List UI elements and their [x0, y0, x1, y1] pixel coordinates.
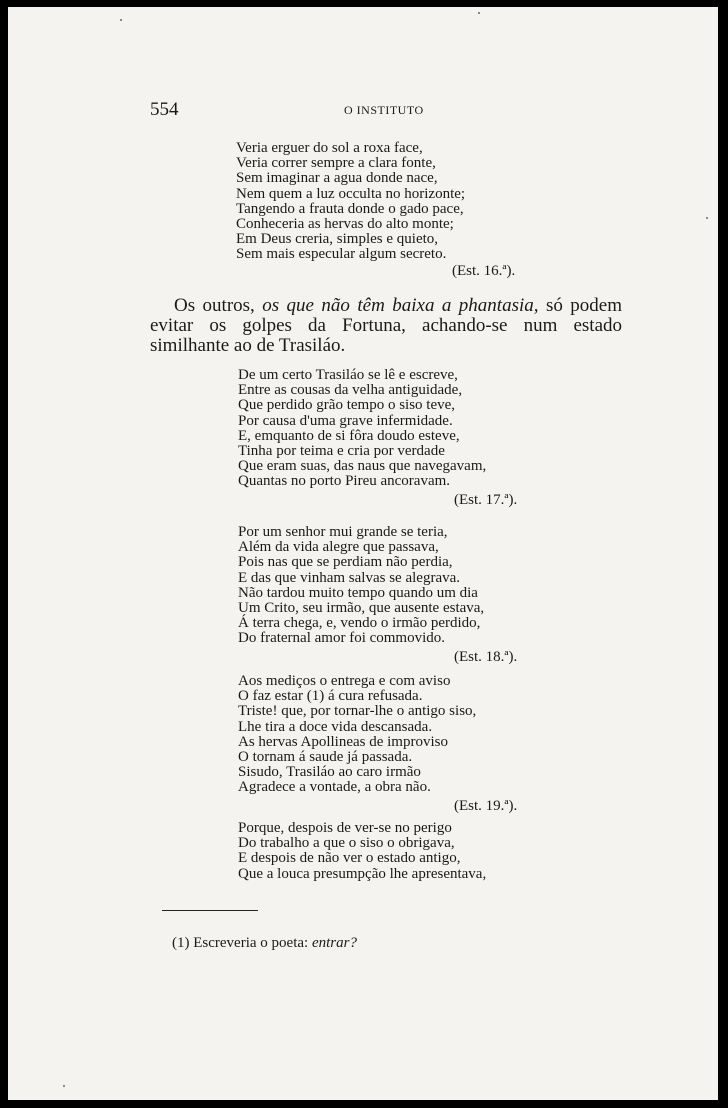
paper-speck — [478, 12, 480, 14]
prose-text-before: Os outros, — [174, 295, 263, 316]
stanza-reference: (Est. 17.ª). — [454, 491, 518, 508]
verse-line: E, emquanto de si fôra doudo esteve, — [238, 427, 460, 444]
stanza-reference: (Est. 19.ª). — [454, 797, 518, 814]
verse-line: E das que vinham salvas se alegrava. — [238, 569, 461, 586]
verse-line: Do fraternal amor foi commovido. — [238, 630, 446, 647]
verse-line: Conheceria as hervas do alto monte; — [236, 216, 454, 233]
verse-line: Tangendo a frauta donde o gado pace, — [236, 200, 464, 217]
verse-line: Por causa d'uma grave infermidade. — [238, 412, 453, 429]
footnote-marker: (1) — [172, 935, 190, 951]
verse-line: Entre as cousas da velha antiguidade, — [238, 382, 463, 399]
verse-line: O tornam á saude já passada. — [238, 749, 413, 766]
page-number: 554 — [150, 99, 179, 120]
verse-line: Veria erguer do sol a roxa face, — [236, 140, 423, 156]
verse-line: Lhe tira a doce vida descansada. — [238, 718, 433, 735]
verse-line: Sem mais especular algum secreto. — [236, 246, 447, 263]
prose-paragraph — [150, 296, 622, 356]
verse-line: Sem imaginar a agua donde nace, — [236, 170, 438, 187]
verse-line: Em Deus creria, simples e quieto, — [236, 231, 439, 248]
verse-line: Sisudo, Trasiláo ao caro irmão — [238, 764, 421, 781]
stanza-19 — [238, 674, 517, 814]
stanza-reference: (Est. 16.ª). — [452, 262, 516, 279]
footnote-divider — [162, 910, 258, 911]
verse-line: Não tardou muito tempo quando um dia — [238, 584, 478, 601]
verse-line: Aos mediços o entrega e com aviso — [238, 673, 451, 689]
verse-line: O faz estar (1) á cura refusada. — [238, 688, 423, 705]
verse-line: Triste! que, por tornar-lhe o antigo siso, — [238, 703, 477, 720]
verse-line: Além da vida alegre que passava, — [238, 539, 439, 556]
verse-line: Tinha por teima e cria por verdade — [238, 443, 445, 460]
footnote-emphasis: entrar? — [311, 935, 357, 951]
paper-speck — [120, 19, 122, 21]
verse-line: Do trabalho a que o siso o obrigava, — [238, 835, 455, 852]
page-header — [8, 99, 718, 123]
prose-text-after: só podem evitar os golpes da Fortuna, achando-se num estado similhante ao de Trasiláo. — [150, 295, 622, 356]
prose-emphasis: os que não têm baixa a phantasia, — [262, 295, 539, 316]
verse-line: Que a louca presumpção lhe apresentava, — [238, 865, 487, 882]
stanza-16 — [236, 141, 515, 279]
verse-line: As hervas Apollineas de improviso — [238, 733, 448, 750]
verse-line: De um certo Trasiláo se lê e escreve, — [238, 367, 458, 383]
verse-line: Veria correr sempre a clara fonte, — [236, 155, 436, 172]
verse-line: Agradece a vontade, a obra não. — [238, 779, 431, 796]
stanza-reference: (Est. 18.ª). — [454, 648, 518, 665]
verse-line: Porque, despois de ver-se no perigo — [238, 820, 452, 836]
verse-line: Nem quem a luz occulta no horizonte; — [236, 185, 466, 202]
footnote-text: Escreveria o poeta: — [193, 935, 309, 951]
verse-line: Um Crito, seu irmão, que ausente estava, — [238, 600, 485, 617]
verse-line: Quantas no porto Pireu ancoravam. — [238, 473, 451, 490]
stanza-18 — [238, 525, 517, 665]
verse-line: Por um senhor mui grande se teria, — [238, 524, 448, 540]
verse-line: Que eram suas, das naus que navegavam, — [238, 458, 487, 475]
footnote — [172, 935, 357, 952]
stanza-17 — [238, 368, 517, 508]
verse-line: E despois de não ver o estado antigo, — [238, 850, 461, 867]
book-page — [8, 7, 718, 1100]
verse-line: Que perdido grão tempo o siso teve, — [238, 397, 456, 414]
running-title: O INSTITUTO — [344, 103, 424, 117]
paper-speck — [63, 1085, 65, 1087]
verse-line: Pois nas que se perdiam não perdia, — [238, 554, 453, 571]
paper-speck — [706, 217, 708, 219]
stanza-20-partial — [238, 821, 486, 882]
verse-line: Á terra chega, e, vendo o irmão perdido, — [238, 615, 481, 632]
